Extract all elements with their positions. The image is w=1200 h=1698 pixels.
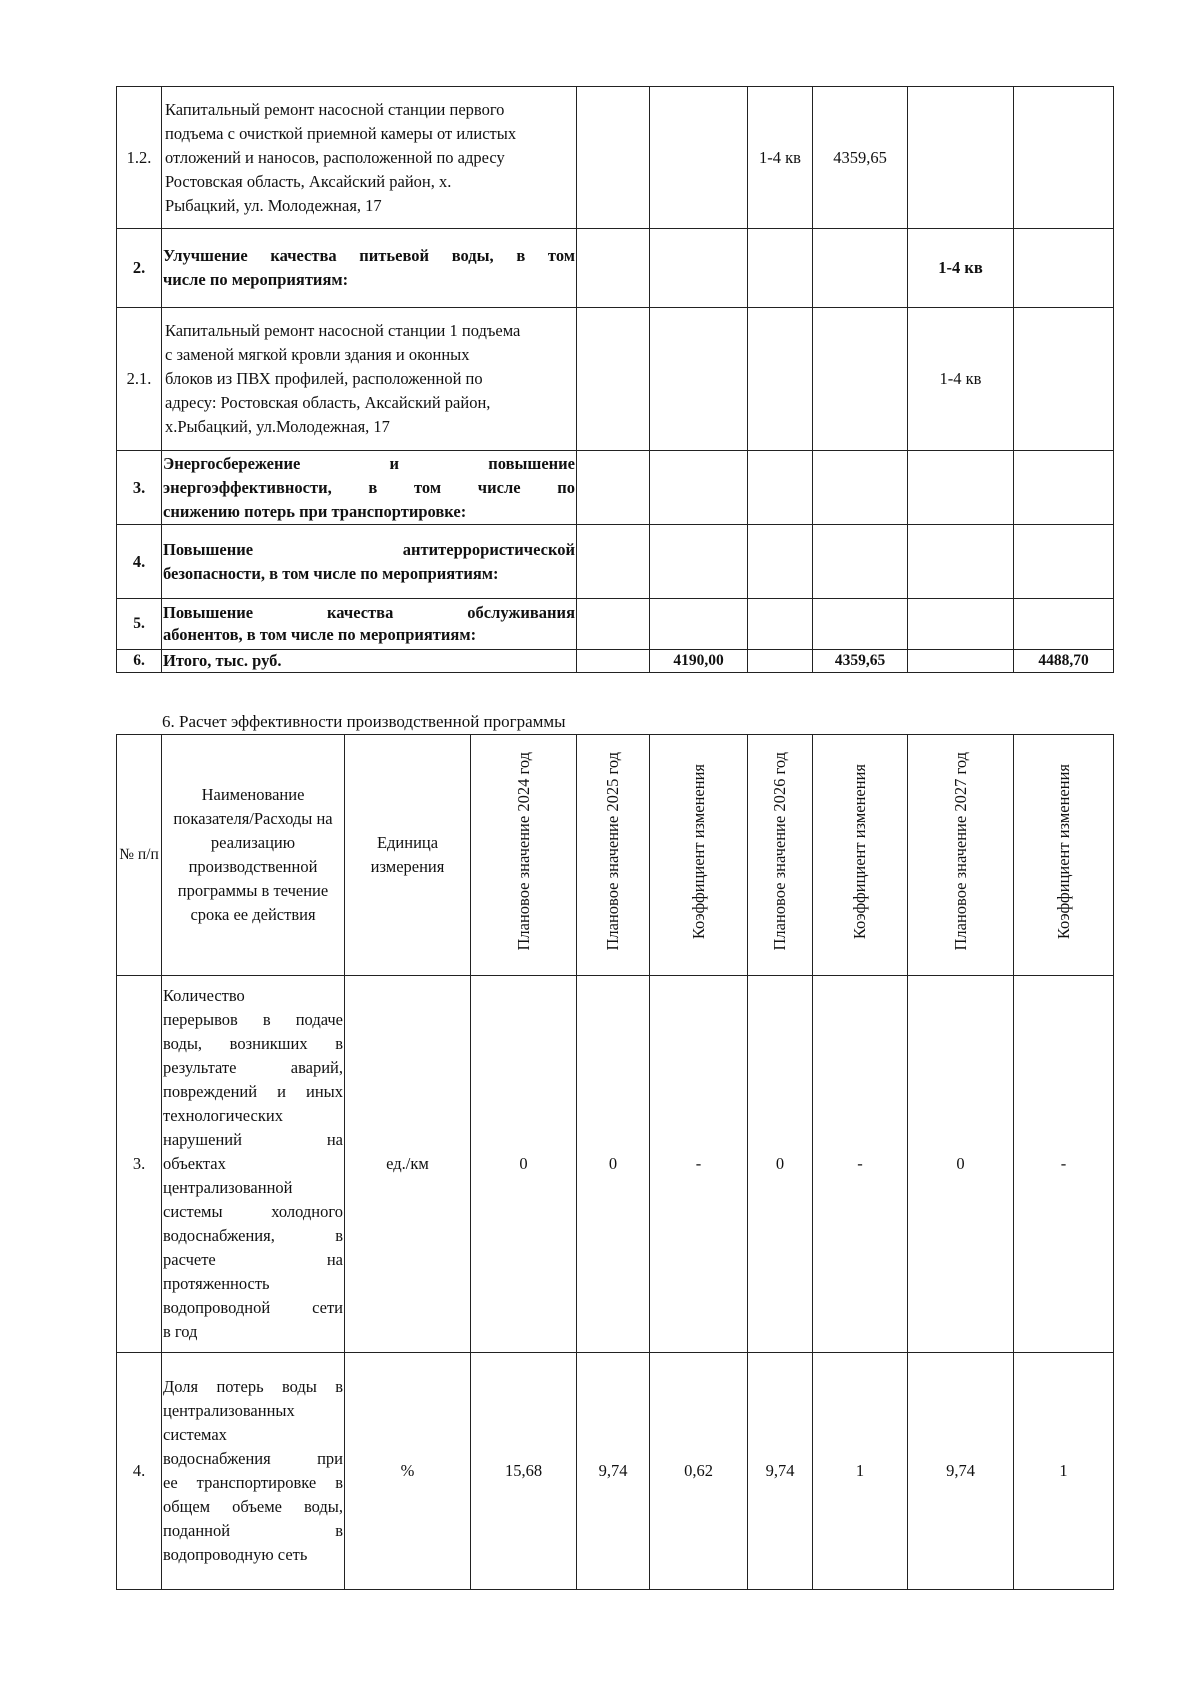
table-row [117,87,1114,229]
table-cell [748,308,813,451]
row-number: 5. [117,599,162,650]
value-cell: 0 [908,976,1014,1353]
table-cell [650,525,748,599]
table-cell [1014,229,1114,308]
table-cell [813,229,908,308]
efficiency-table [116,734,1114,1590]
table-row [117,1353,1114,1590]
amount-cell: 4359,65 [813,87,908,229]
investment-measures-table [116,86,1114,673]
value-cell: - [650,976,748,1353]
row-number: 2. [117,229,162,308]
table-row [117,525,1114,599]
measure-name: Повышение антитеррористической безопасности, в том числе по мероприятиям: [162,525,577,599]
table-cell [1014,308,1114,451]
unit-cell: % [345,1353,471,1590]
table-cell [577,451,650,525]
table-cell [908,650,1014,673]
total-label: Итого, тыс. руб. [162,650,577,673]
table-cell [908,599,1014,650]
indicator-name: Количество перерывов в подаче воды, возникших в результате аварий, повреждений и иных технологических нарушений на объектах централизованной системы холодного водоснабжения, в расчете на протяженность водопроводной сети в год [162,976,345,1353]
value-cell: - [1014,976,1114,1353]
table-cell [813,451,908,525]
row-number: 3. [117,451,162,525]
table-cell [650,599,748,650]
section-caption: 6. Расчет эффективности производственной программы [162,712,566,731]
value-cell: 0 [577,976,650,1353]
table-cell [577,525,650,599]
measure-name: Капитальный ремонт насосной станции 1 подъема с заменой мягкой кровли здания и оконных блоков из ПВХ профилей, расположенной по адресу: Ростовская область, Аксайский район, х.Рыбацкий, ул.Молодежная, 17 [162,308,577,451]
period-cell: 1-4 кв [748,87,813,229]
row-number: 1.2. [117,87,162,229]
period-cell: 1-4 кв [908,308,1014,451]
value-cell: 1 [1014,1353,1114,1590]
table-row [117,976,1114,1353]
value-cell: 9,74 [908,1353,1014,1590]
measure-name: Энергосбережение и повышение энергоэффективности, в том числе по снижению потерь при транспортировке: [162,451,577,525]
header-plan-2026: Плановое значение 2026 год [748,735,813,976]
measure-name: Капитальный ремонт насосной станции первого подъема с очисткой приемной камеры от илистых отложений и наносов, расположенной по адресу Ростовская область, Аксайский район, х. Рыбацкий, ул. Молодежная, 17 [162,87,577,229]
total-2024: 4190,00 [650,650,748,673]
table-cell [650,451,748,525]
table-cell [748,650,813,673]
value-cell: 9,74 [748,1353,813,1590]
header-name: Наименование показателя/Расходы на реализацию производственной программы в течение срока ее действия [162,735,345,976]
table-cell [650,229,748,308]
header-plan-2025: Плановое значение 2025 год [577,735,650,976]
table-cell [748,229,813,308]
table-cell [908,451,1014,525]
row-number: 4. [117,1353,162,1590]
table-cell [748,451,813,525]
value-cell: 0,62 [650,1353,748,1590]
header-row [117,735,1114,976]
period-cell: 1-4 кв [908,229,1014,308]
table-row [117,308,1114,451]
header-coef-2: Коэффициент изменения [813,735,908,976]
table-cell [748,525,813,599]
table-cell [813,308,908,451]
table-cell [1014,87,1114,229]
unit-cell: ед./км [345,976,471,1353]
value-cell: 0 [471,976,577,1353]
value-cell: - [813,976,908,1353]
table-cell [577,87,650,229]
row-number: 6. [117,650,162,673]
header-coef-1: Коэффициент изменения [650,735,748,976]
total-2026: 4488,70 [1014,650,1114,673]
value-cell: 9,74 [577,1353,650,1590]
table-cell [748,599,813,650]
header-coef-3: Коэффициент изменения [1014,735,1114,976]
table-cell [908,525,1014,599]
total-2025: 4359,65 [813,650,908,673]
value-cell: 15,68 [471,1353,577,1590]
value-cell: 1 [813,1353,908,1590]
header-plan-2027: Плановое значение 2027 год [908,735,1014,976]
table-cell [577,650,650,673]
measure-name: Повышение качества обслуживания абонентов, в том числе по мероприятиям: [162,599,577,650]
table-cell [650,308,748,451]
table-cell [813,525,908,599]
table-cell [577,599,650,650]
header-plan-2024: Плановое значение 2024 год [471,735,577,976]
table-row [117,599,1114,650]
table-row [117,451,1114,525]
table-cell [577,308,650,451]
total-row [117,650,1114,673]
table-cell [1014,451,1114,525]
indicator-name: Доля потерь воды в централизованных системах водоснабжения при ее транспортировке в общем объеме воды, поданной в водопроводную сеть [162,1353,345,1590]
table-cell [813,599,908,650]
measure-name: Улучшение качества питьевой воды, в том числе по мероприятиям: [162,229,577,308]
table-cell [650,87,748,229]
table-cell [908,87,1014,229]
table-cell [577,229,650,308]
row-number: 3. [117,976,162,1353]
row-number: 2.1. [117,308,162,451]
header-unit: Единица измерения [345,735,471,976]
table-cell [1014,525,1114,599]
row-number: 4. [117,525,162,599]
header-number: № п/п [117,735,162,976]
table-cell [1014,599,1114,650]
table-row [117,229,1114,308]
value-cell: 0 [748,976,813,1353]
